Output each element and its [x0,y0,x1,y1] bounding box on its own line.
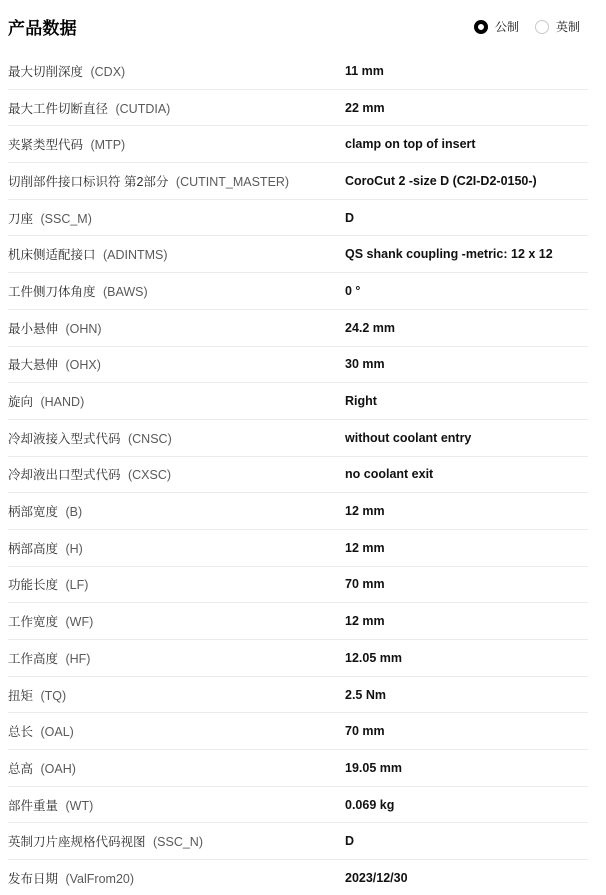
spec-label: 总长 [8,725,37,740]
spec-code: (LF) [65,578,89,593]
spec-value: 19.05 mm [345,760,402,775]
table-row [8,750,588,787]
spec-label-cell [8,172,345,190]
spec-label: 扭矩 [8,688,37,703]
spec-value: 12 mm [345,540,385,555]
spec-label-cell [8,209,345,227]
spec-label-cell [8,796,345,814]
spec-label: 刀座 [8,211,37,226]
spec-value: without coolant entry [345,430,472,445]
unit-toggle [474,18,580,35]
spec-label-cell [8,759,345,777]
table-row [8,603,588,640]
spec-label: 工作高度 [8,651,62,666]
spec-code: (CUTDIA) [115,101,171,116]
table-row [8,567,588,604]
spec-label: 机床侧适配接口 [8,248,99,263]
spec-label-cell [8,686,345,704]
spec-label-cell [8,722,345,740]
unit-option-metric[interactable] [474,18,519,35]
unit-option-imperial[interactable] [535,18,580,35]
spec-code: (CXSC) [127,468,172,483]
table-row [8,236,588,273]
spec-code: (HAND) [40,395,85,410]
spec-label-cell [8,869,345,887]
spec-code: (CNSC) [127,431,172,446]
spec-code: (TQ) [40,688,67,703]
spec-label-cell [8,502,345,520]
spec-value: D [345,834,355,849]
spec-code: (ValFrom20) [65,871,135,886]
spec-label: 总高 [8,761,37,776]
spec-label: 发布日期 [8,871,62,886]
table-row [8,90,588,127]
spec-label: 部件重量 [8,798,62,813]
spec-label: 柄部高度 [8,541,62,556]
spec-table [0,53,606,895]
spec-value: 0.069 kg [345,797,395,812]
spec-label-cell [8,465,345,483]
spec-label-cell [8,282,345,300]
spec-value: 0 ° [345,283,361,298]
unit-metric-label: 公制 [494,20,519,34]
spec-label: 英制刀片座规格代码视图 [8,835,149,850]
spec-value: no coolant exit [345,467,434,482]
spec-code: (SSC_N) [152,835,203,850]
spec-label: 切削部件接口标识符 第2部分 [8,174,172,189]
table-row [8,787,588,824]
table-row [8,530,588,567]
spec-label-cell [8,832,345,850]
spec-value: clamp on top of insert [345,137,476,152]
spec-value: D [345,210,355,225]
table-row [8,493,588,530]
table-row [8,200,588,237]
table-row [8,420,588,457]
spec-code: (ADINTMS) [102,248,168,263]
spec-label: 工作宽度 [8,615,62,630]
table-row [8,273,588,310]
spec-code: (OHN) [65,321,102,336]
spec-code: (BAWS) [102,284,148,299]
spec-label-cell [8,99,345,117]
spec-value: 70 mm [345,724,385,739]
spec-label-cell [8,319,345,337]
table-row [8,126,588,163]
spec-code: (SSC_M) [40,211,92,226]
table-row [8,53,588,90]
spec-value: 11 mm [345,63,384,78]
spec-label-cell [8,429,345,447]
spec-label-cell [8,575,345,593]
table-row [8,383,588,420]
spec-label-cell [8,245,345,263]
spec-value: CoroCut 2 -size D (C2I-D2-0150-) [345,173,537,188]
table-row [8,310,588,347]
table-row [8,457,588,494]
table-row [8,347,588,384]
spec-label-cell [8,135,345,153]
spec-label: 旋向 [8,395,37,410]
spec-value: QS shank coupling -metric: 12 x 12 [345,247,553,262]
spec-code: (HF) [65,651,91,666]
spec-label: 最大悬伸 [8,358,62,373]
unit-imperial-label: 英制 [555,20,580,34]
table-row [8,860,588,895]
table-row [8,640,588,677]
spec-value: 22 mm [345,100,385,115]
page-title: 产品数据 [8,19,77,38]
spec-code: (OAH) [40,761,76,776]
spec-label-cell [8,649,345,667]
spec-label: 工件侧刀体角度 [8,284,99,299]
radio-metric-selected-icon[interactable] [474,20,488,34]
spec-code: (CDX) [90,64,126,79]
spec-code: (WT) [65,798,94,813]
spec-label: 冷却液出口型式代码 [8,468,124,483]
spec-code: (WF) [65,615,94,630]
table-row [8,823,588,860]
spec-label: 夹紧类型代码 [8,138,87,153]
panel-header [0,0,606,53]
table-row [8,713,588,750]
spec-label-cell [8,612,345,630]
spec-label-cell [8,62,345,80]
spec-value: 24.2 mm [345,320,396,335]
spec-code: (CUTINT_MASTER) [175,174,290,189]
spec-label: 最大切削深度 [8,64,87,79]
table-row [8,163,588,200]
spec-code: (B) [65,505,83,520]
spec-value: 2023/12/30 [345,870,408,885]
spec-code: (MTP) [90,138,126,153]
spec-label-cell [8,539,345,557]
spec-label: 最小悬伸 [8,321,62,336]
spec-code: (OAL) [40,725,74,740]
spec-value: 12 mm [345,504,385,519]
spec-label: 最大工件切断直径 [8,101,112,116]
spec-code: (OHX) [65,358,101,373]
spec-value: 2.5 Nm [345,687,386,702]
spec-value: Right [345,394,377,409]
spec-value: 30 mm [345,357,385,372]
spec-value: 12 mm [345,614,385,629]
spec-code: (H) [65,541,83,556]
spec-value: 12.05 mm [345,650,402,665]
spec-label: 冷却液接入型式代码 [8,431,124,446]
spec-value: 70 mm [345,577,385,592]
spec-label: 柄部宽度 [8,505,62,520]
spec-label-cell [8,355,345,373]
table-row [8,677,588,714]
spec-label-cell [8,392,345,410]
spec-label: 功能长度 [8,578,62,593]
radio-imperial-unselected-icon[interactable] [535,20,549,34]
